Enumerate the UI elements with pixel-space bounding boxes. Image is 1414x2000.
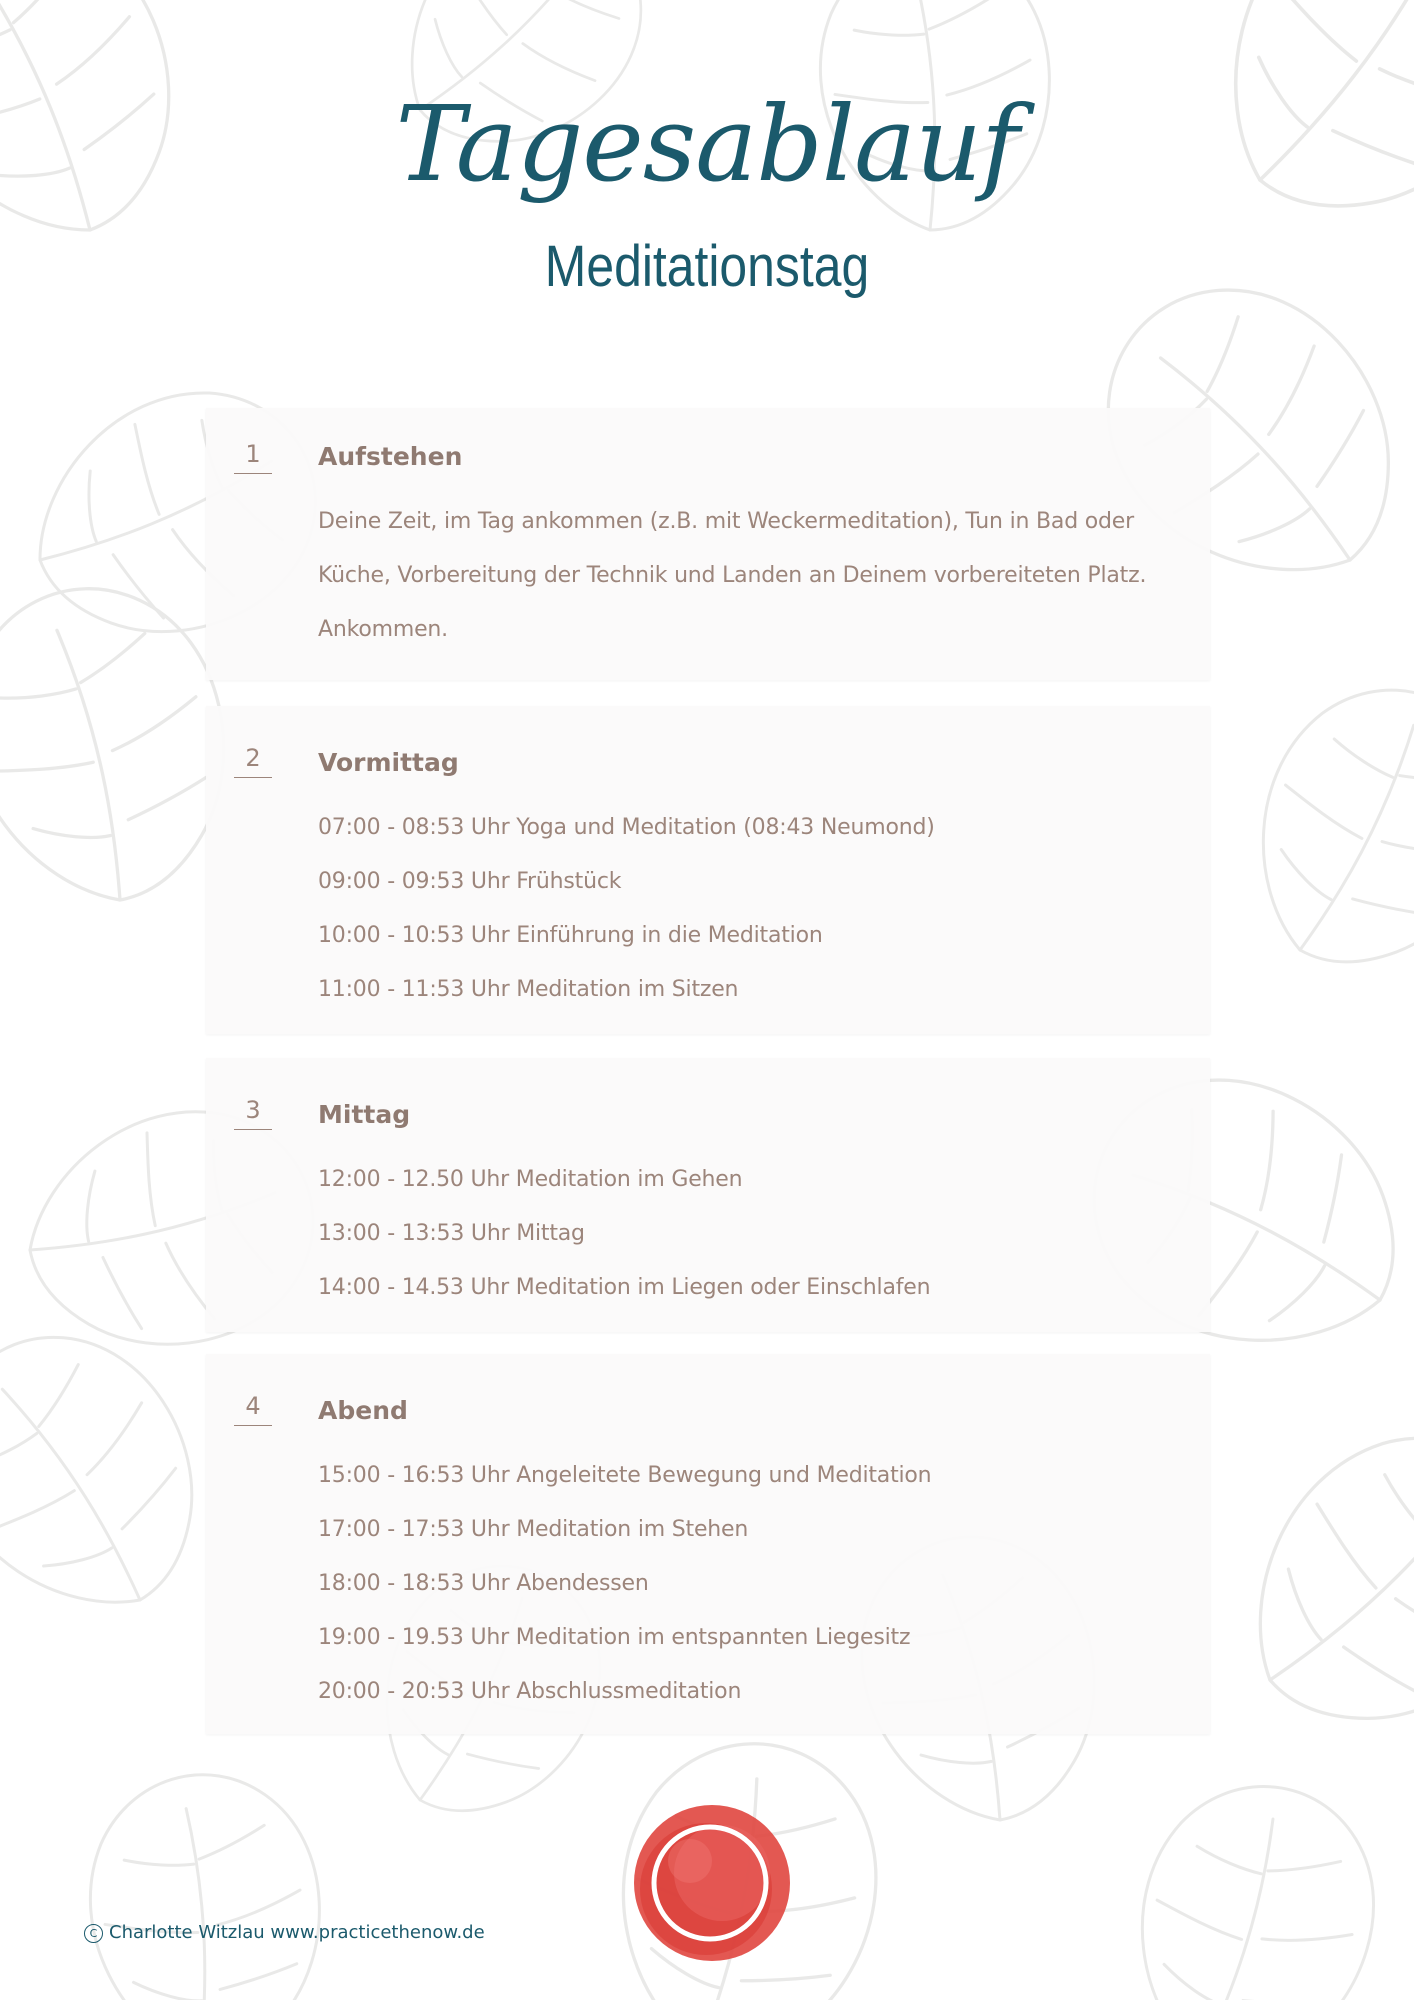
section-heading: Vormittag (318, 748, 459, 777)
page-title: Tagesablauf (395, 83, 1019, 205)
section-line: 12:00 - 12.50 Uhr Meditation im Gehen (318, 1167, 743, 1192)
section-number: 1 (234, 442, 272, 474)
section-line: 14:00 - 14.53 Uhr Meditation im Liegen oder Einschlafen (318, 1275, 931, 1300)
footer-copyright (84, 1922, 485, 1943)
section-line: 09:00 - 09:53 Uhr Frühstück (318, 869, 622, 894)
section-line: 07:00 - 08:53 Uhr Yoga und Meditation (08:43 Neumond) (318, 815, 935, 840)
section-line: 15:00 - 16:53 Uhr Angeleitete Bewegung und Meditation (318, 1463, 932, 1488)
page-subtitle: Meditationstag (544, 234, 870, 299)
section-number: 3 (234, 1098, 272, 1130)
section-line: 11:00 - 11:53 Uhr Meditation im Sitzen (318, 977, 739, 1002)
section-line: 18:00 - 18:53 Uhr Abendessen (318, 1571, 649, 1596)
section-number: 4 (234, 1394, 272, 1426)
footer-text: Charlotte Witzlau www.practicethenow.de (109, 1922, 485, 1943)
section-line: 17:00 - 17:53 Uhr Meditation im Stehen (318, 1517, 749, 1542)
section-line: 20:00 - 20:53 Uhr Abschlussmeditation (318, 1679, 742, 1704)
copyright-icon: C (84, 1924, 103, 1943)
section-number: 2 (234, 746, 272, 778)
section-heading: Mittag (318, 1100, 411, 1129)
schedule-section-aufstehen (206, 408, 1210, 680)
section-line: Deine Zeit, im Tag ankommen (z.B. mit Weckermeditation), Tun in Bad oder (318, 509, 1134, 534)
section-line: 10:00 - 10:53 Uhr Einführung in die Meditation (318, 923, 823, 948)
section-line: Küche, Vorbereitung der Technik und Landen an Deinem vorbereiteten Platz. (318, 563, 1147, 588)
section-heading: Abend (318, 1396, 408, 1425)
section-heading: Aufstehen (318, 442, 463, 471)
section-line: 19:00 - 19.53 Uhr Meditation im entspannten Liegesitz (318, 1625, 911, 1650)
schedule-section-mittag (206, 1058, 1210, 1332)
schedule-section-vormittag (206, 706, 1210, 1034)
section-line: Ankommen. (318, 617, 448, 642)
section-line: 13:00 - 13:53 Uhr Mittag (318, 1221, 585, 1246)
schedule-section-abend (206, 1354, 1210, 1734)
red-watercolor-circle-icon (630, 1801, 794, 1965)
